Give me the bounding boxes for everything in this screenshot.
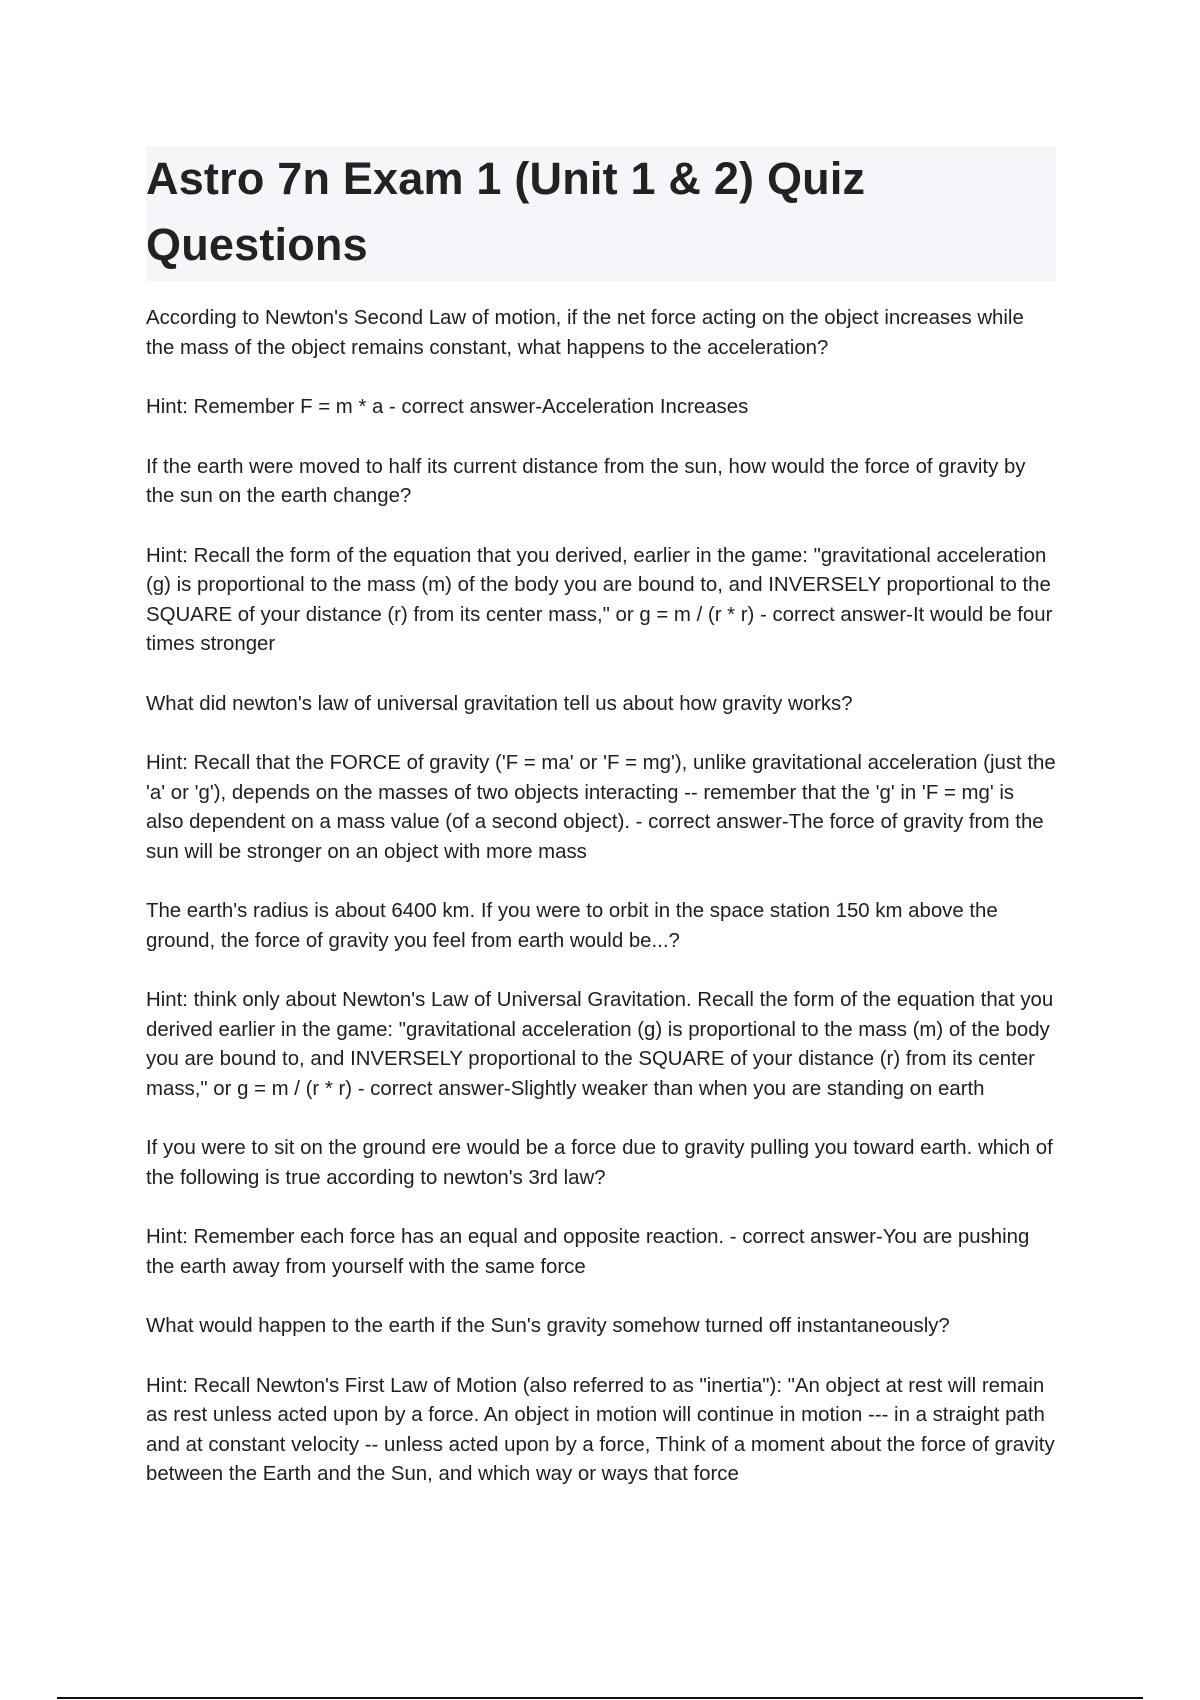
hint-5: Hint: Remember each force has an equal and opposite reaction. - correct answer-You are pushing the earth away from yourself with the same force [146, 1226, 1030, 1278]
page-title: Astro 7n Exam 1 (Unit 1 & 2) Quiz Questions [146, 153, 866, 270]
hint-2: Hint: Recall the form of the equation that you derived, earlier in the game: "gravitational acceleration (g) is proportional to the mass (m) of the body you are bound to, and INVERSELY proportional to the SQUARE of your distance (r) from its center mass," or g = m / (r * r) - correct answer-It would be four times stronger [146, 544, 1053, 655]
question-6: What would happen to the earth if the Sun's gravity somehow turned off instantaneously? [146, 1315, 950, 1337]
question-4: The earth's radius is about 6400 km. If you were to orbit in the space station 150 km above the ground, the force of gravity you feel from earth would be...? [146, 900, 998, 952]
hint-6: Hint: Recall Newton's First Law of Motion (also referred to as "inertia"): "An object at rest will remain as rest unless acted upon by a force. An object in motion will continue in motion --- in a straight path and at constant velocity -- unless acted upon by a force, Think of a moment about the force of gravity between the Earth and the Sun, and which way or ways that force [146, 1374, 1055, 1485]
question-1: According to Newton's Second Law of motion, if the net force acting on the object increases while the mass of the object remains constant, what happens to the acceleration? [146, 307, 1024, 359]
footer-divider [57, 1697, 1143, 1699]
hint-1: Hint: Remember F = m * a - correct answer-Acceleration Increases [146, 396, 749, 418]
document-body [146, 304, 1056, 1520]
question-2: If the earth were moved to half its current distance from the sun, how would the force of gravity by the sun on the earth change? [146, 455, 1026, 507]
question-3: What did newton's law of universal gravitation tell us about how gravity works? [146, 692, 853, 715]
hint-4: Hint: think only about Newton's Law of Universal Gravitation. Recall the form of the equation that you derived earlier in the game: "gravitational acceleration (g) is proportional to the mass (m) of the body you are bound to, and INVERSELY proportional to the SQUARE of your distance (r) from its center mass," or g = m / (r * r) - correct answer-Slightly weaker than when you are standing on earth [146, 989, 1054, 1100]
hint-3: Hint: Recall that the FORCE of gravity ('F = ma' or 'F = mg'), unlike gravitational acceleration (just the 'a' or 'g'), depends on the masses of two objects interacting -- remember that the 'g' in 'F = mg' is also dependent on a mass value (of a second object). - correct answer-The force of gravity from the sun will be stronger on an object with more mass [146, 752, 1056, 863]
title-banner [146, 146, 1056, 281]
question-5: If you were to sit on the ground ere would be a force due to gravity pulling you toward earth. which of the following is true according to newton's 3rd law? [146, 1137, 1053, 1189]
